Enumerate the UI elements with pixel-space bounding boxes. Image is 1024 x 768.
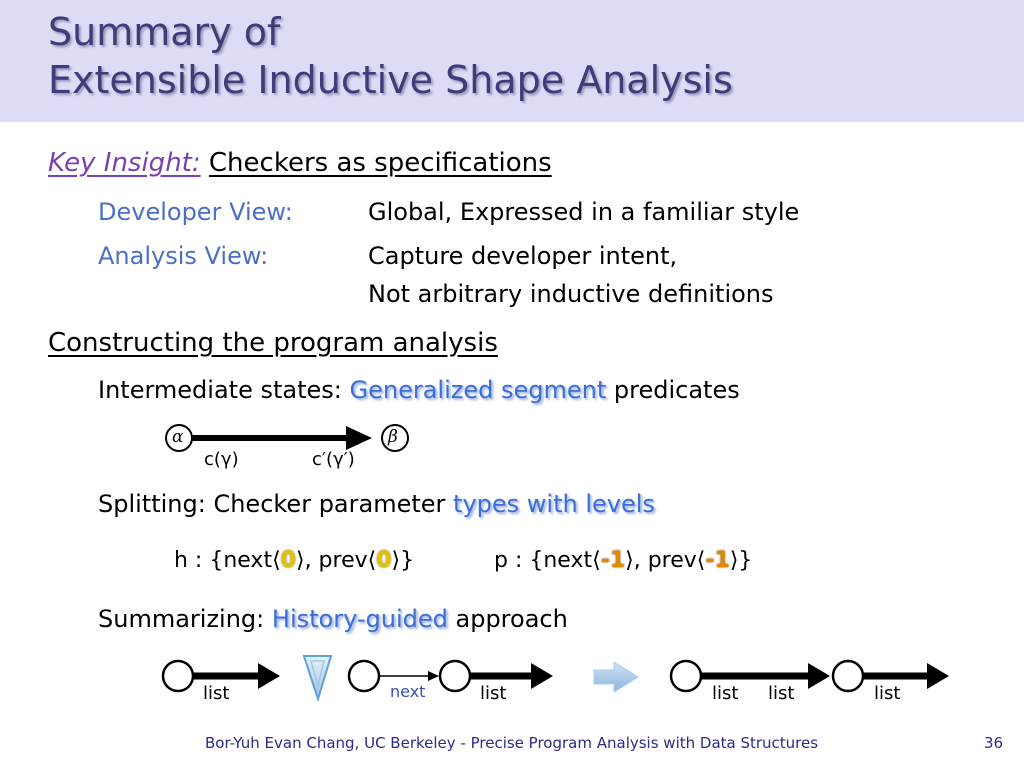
- c-gamma-label: c(γ): [204, 449, 239, 470]
- list-label-1: list: [203, 683, 230, 704]
- type-p-next-level: -1: [600, 548, 626, 573]
- key-insight-text: Checkers as specifications: [208, 148, 552, 178]
- type-h-prev-level: 0: [376, 548, 392, 573]
- analysis-view-line-1: Capture developer intent,: [368, 242, 678, 270]
- type-h-mid: ⟩, prev⟨: [295, 548, 377, 573]
- generalized-segment-highlight: Generalized segment: [349, 376, 607, 404]
- list2-arrowhead: [531, 663, 553, 689]
- result-arrowhead-1: [808, 663, 830, 689]
- result-node-1: [671, 661, 701, 691]
- intermediate-prefix: Intermediate states:: [98, 376, 342, 404]
- types-with-levels-highlight: types with levels: [453, 490, 655, 518]
- list2-node: [440, 661, 470, 691]
- summarizing-suffix: approach: [455, 605, 568, 633]
- analysis-view-line-2: Not arbitrary inductive definitions: [368, 280, 774, 308]
- list1-arrowhead: [258, 663, 280, 689]
- type-p-prefix: p : {next⟨: [494, 548, 601, 573]
- c-prime-gamma-label: c′(γ′): [312, 449, 355, 470]
- constructing-heading: Constructing the program analysis: [48, 328, 498, 358]
- type-h-next-level: 0: [280, 548, 296, 573]
- list-label-5: list: [874, 683, 901, 704]
- type-h-prefix: h : {next⟨: [174, 548, 281, 573]
- widen-triangle-icon: [304, 656, 331, 699]
- developer-view-text: Global, Expressed in a familiar style: [368, 198, 800, 226]
- summarizing-prefix: Summarizing:: [98, 605, 265, 633]
- analysis-view-label: Analysis View:: [98, 242, 269, 270]
- list-label-4: list: [768, 683, 795, 704]
- title-line-1: Summary of: [48, 10, 281, 54]
- type-h-suffix: ⟩}: [391, 548, 415, 573]
- key-insight-label: Key Insight:: [48, 148, 201, 178]
- next-src-node: [349, 661, 379, 691]
- result-arrowhead-2: [927, 663, 949, 689]
- result-node-2: [833, 661, 863, 691]
- splitting-prefix: Splitting: Checker parameter: [98, 490, 446, 518]
- history-guided-highlight: History-guided: [271, 605, 448, 633]
- list1-node: [163, 661, 193, 691]
- type-p-mid: ⟩, prev⟨: [625, 548, 706, 573]
- list-label-2: list: [480, 683, 507, 704]
- list-label-3: list: [712, 683, 739, 704]
- type-p-suffix: ⟩}: [729, 548, 753, 573]
- next-arrowhead: [428, 671, 439, 681]
- alpha-label: α: [172, 427, 184, 447]
- footer-text: Bor-Yuh Evan Chang, UC Berkeley - Precise Program Analysis with Data Structures: [205, 734, 819, 752]
- page-number: 36: [984, 734, 1004, 752]
- next-label: next: [390, 682, 426, 701]
- title-line-2: Extensible Inductive Shape Analysis: [48, 58, 733, 102]
- developer-view-label: Developer View:: [98, 198, 293, 226]
- intermediate-suffix: predicates: [613, 376, 740, 404]
- type-p-prev-level: -1: [705, 548, 730, 573]
- result-arrow-icon: [594, 662, 638, 692]
- beta-label: β: [388, 427, 398, 447]
